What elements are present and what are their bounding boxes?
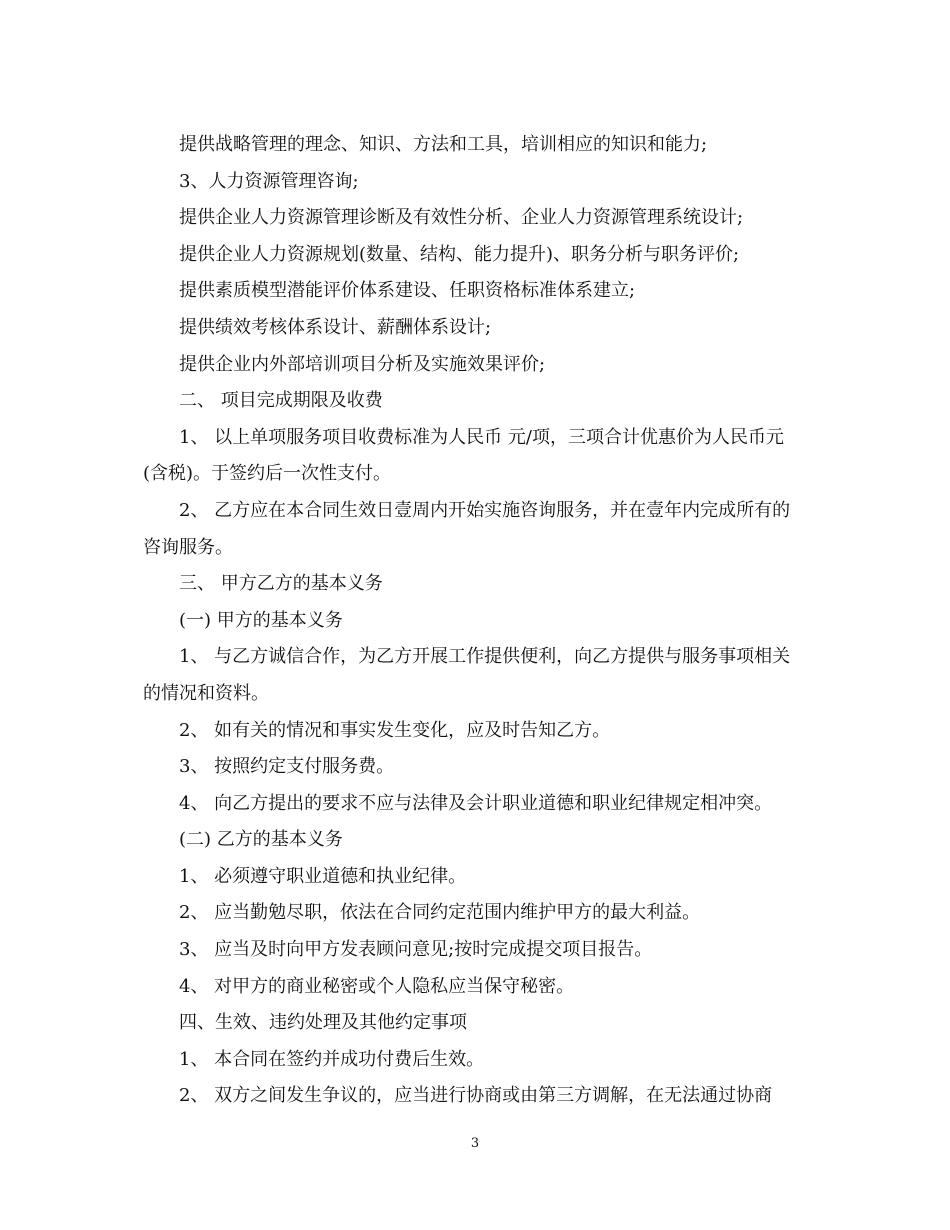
- subsection-heading: (二) 乙方的基本义务: [179, 829, 343, 851]
- section-heading: 四、生效、违约处理及其他约定事项: [179, 1012, 467, 1034]
- document-body: [143, 127, 807, 1115]
- paragraph: 3、 按照约定支付服务费。: [179, 756, 395, 778]
- subsection-heading: (一) 甲方的基本义务: [179, 609, 343, 631]
- paragraph: 2、 应当勤勉尽职，依法在合同约定范围内维护甲方的最大利益。: [179, 902, 701, 924]
- paragraph: 提供绩效考核体系设计、薪酬体系设计;: [179, 316, 492, 338]
- paragraph: 3、人力资源管理咨询;: [179, 170, 359, 192]
- paragraph: 提供企业内外部培训项目分析及实施效果评价;: [179, 353, 546, 375]
- paragraph: 4、 对甲方的商业秘密或个人隐私应当保守秘密。: [179, 975, 575, 997]
- paragraph: 2、 双方之间发生争议的，应当进行协商或由第三方调解，在无法通过协商: [179, 1085, 773, 1107]
- paragraph: 4、 向乙方提出的要求不应与法律及会计职业道德和职业纪律规定相冲突。: [179, 792, 773, 814]
- paragraph: 1、 与乙方诚信合作，为乙方开展工作提供便利，向乙方提供与服务事项相关的情况和资料。: [143, 646, 791, 704]
- paragraph: 2、 如有关的情况和事实发生变化，应及时告知乙方。: [179, 719, 611, 741]
- paragraph: 1、 必须遵守职业道德和执业纪律。: [179, 865, 467, 887]
- paragraph: 1、 以上单项服务项目收费标准为人民币 元/项，三项合计优惠价为人民币元(含税)。于签约后一次性支付。: [143, 426, 784, 485]
- section-heading: 二、 项目完成期限及收费: [179, 390, 383, 412]
- paragraph: 提供企业人力资源管理诊断及有效性分析、企业人力资源管理系统设计;: [179, 207, 744, 229]
- paragraph: 2、 乙方应在本合同生效日壹周内开始实施咨询服务，并在壹年内完成所有的咨询服务。: [143, 499, 791, 558]
- page-number: 3: [470, 1136, 480, 1151]
- paragraph: 3、 应当及时向甲方发表顾问意见;按时完成提交项目报告。: [179, 939, 653, 961]
- paragraph: 提供战略管理的理念、知识、方法和工具，培训相应的知识和能力;: [179, 134, 708, 155]
- paragraph: 提供素质模型潜能评价体系建设、任职资格标准体系建立;: [179, 280, 636, 302]
- paragraph: 1、 本合同在签约并成功付费后生效。: [179, 1048, 485, 1070]
- paragraph: 提供企业人力资源规划(数量、结构、能力提升)、职务分析与职务评价;: [179, 243, 740, 265]
- section-heading: 三、 甲方乙方的基本义务: [179, 573, 383, 595]
